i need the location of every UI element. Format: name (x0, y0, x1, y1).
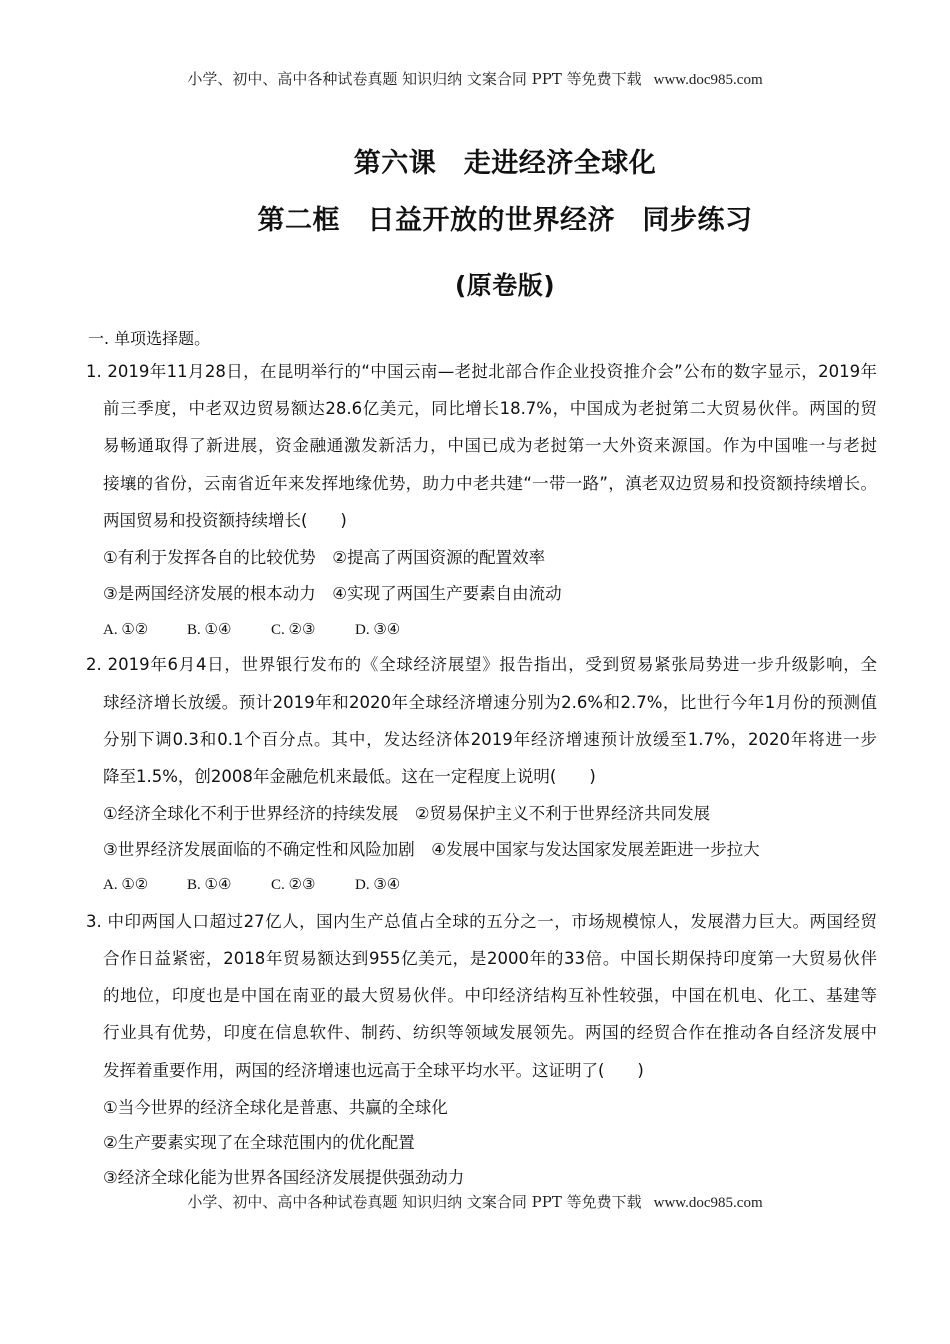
option-a[interactable]: A. ①② (103, 877, 149, 893)
q3-statement: ①当今世界的经济全球化是普惠、共赢的全球化 (103, 1098, 448, 1117)
q1-statement: ①有利于发挥各自的比较优势 ②提高了两国资源的配置效率 (103, 548, 546, 567)
q1-line: 两国贸易和投资额持续增长( ) (103, 511, 347, 530)
q1-statement: ③是两国经济发展的根本动力 ④实现了两国生产要素自由流动 (103, 584, 562, 603)
q1-line: 接壤的省份，云南省近年来发挥地缘优势，助力中老共建“一带一路”，滇老双边贸易和投资额持续增长。 (103, 474, 877, 493)
page-header (0, 68, 950, 89)
q3-line: 的地位，印度也是中国在南亚的最大贸易伙伴。中印经济结构互补性较强，中国在机电、化工、基建等 (103, 986, 877, 1005)
q3-line: 行业具有优势，印度在信息软件、制药、纺织等领域发展领先。两国的经贸合作在推动各自经济发展中 (103, 1023, 877, 1042)
section-title: 第二框 日益开放的世界经济 同步练习 (257, 205, 753, 236)
part-heading: 一. 单项选择题。 (88, 329, 211, 348)
option-b[interactable]: B. ①④ (187, 622, 232, 638)
q2-line: 降至1.5%，创2008年金融危机来最低。这在一定程度上说明( ) (103, 767, 596, 786)
q1-line: 1. 2019年11月28日，在昆明举行的“中国云南—老挝北部合作企业投资推介会”公布的数字显示，2019年 (86, 362, 877, 381)
q3-line: 发挥着重要作用，两国的经济增速也远高于全球平均水平。这证明了( ) (103, 1061, 644, 1080)
footer-text: 小学、初中、高中各种试卷真题 知识归纳 文案合同 PPT 等免费下载 (187, 1193, 642, 1211)
header-text: 小学、初中、高中各种试卷真题 知识归纳 文案合同 PPT 等免费下载 (187, 70, 642, 88)
header-url: www.doc985.com (653, 72, 763, 88)
q2-line: 2. 2019年6月4日，世界银行发布的《全球经济展望》报告指出，受到贸易紧张局势进一步升级影响，全 (86, 655, 877, 674)
q2-statement: ①经济全球化不利于世界经济的持续发展 ②贸易保护主义不利于世界经济共同发展 (103, 804, 711, 823)
option-d[interactable]: D. ③④ (355, 622, 401, 638)
option-b[interactable]: B. ①④ (187, 877, 232, 893)
q2-line: 分别下调0.3和0.1个百分点。其中，发达经济体2019年经济增速预计放缓至1.7%，2020年将进一步 (103, 730, 877, 749)
q1-options (103, 620, 439, 639)
q2-options (103, 875, 439, 894)
q2-line: 球经济增长放缓。预计2019年和2020年全球经济增速分别为2.6%和2.7%，比世行今年1月份的预测值 (103, 693, 877, 712)
option-c[interactable]: C. ②③ (271, 622, 316, 638)
q3-statement: ③经济全球化能为世界各国经济发展提供强劲动力 (103, 1168, 465, 1187)
q3-line: 3. 中印两国人口超过27亿人，国内生产总值占全球的五分之一，市场规模惊人，发展潜力巨大。两国经贸 (86, 912, 877, 931)
q1-line: 前三季度，中老双边贸易额达28.6亿美元，同比增长18.7%，中国成为老挝第二大贸易伙伴。两国的贸 (103, 399, 877, 418)
q1-line: 易畅通取得了新进展，资金融通激发新活力，中国已成为老挝第一大外资来源国。作为中国唯一与老挝 (103, 436, 877, 455)
q2-statement: ③世界经济发展面临的不确定性和风险加剧 ④发展中国家与发达国家发展差距进一步拉大 (103, 840, 760, 859)
lesson-title: 第六课 走进经济全球化 (353, 148, 657, 179)
q3-statement: ②生产要素实现了在全球范围内的优化配置 (103, 1133, 415, 1152)
option-a[interactable]: A. ①② (103, 622, 149, 638)
q3-line: 合作日益紧密，2018年贸易额达到955亿美元，是2000年的33倍。中国长期保持印度第一大贸易伙伴 (103, 949, 877, 968)
page-footer (0, 1191, 950, 1212)
option-c[interactable]: C. ②③ (271, 877, 316, 893)
option-d[interactable]: D. ③④ (355, 877, 401, 893)
footer-url: www.doc985.com (653, 1195, 763, 1211)
edition-title: (原卷版) (454, 271, 556, 300)
